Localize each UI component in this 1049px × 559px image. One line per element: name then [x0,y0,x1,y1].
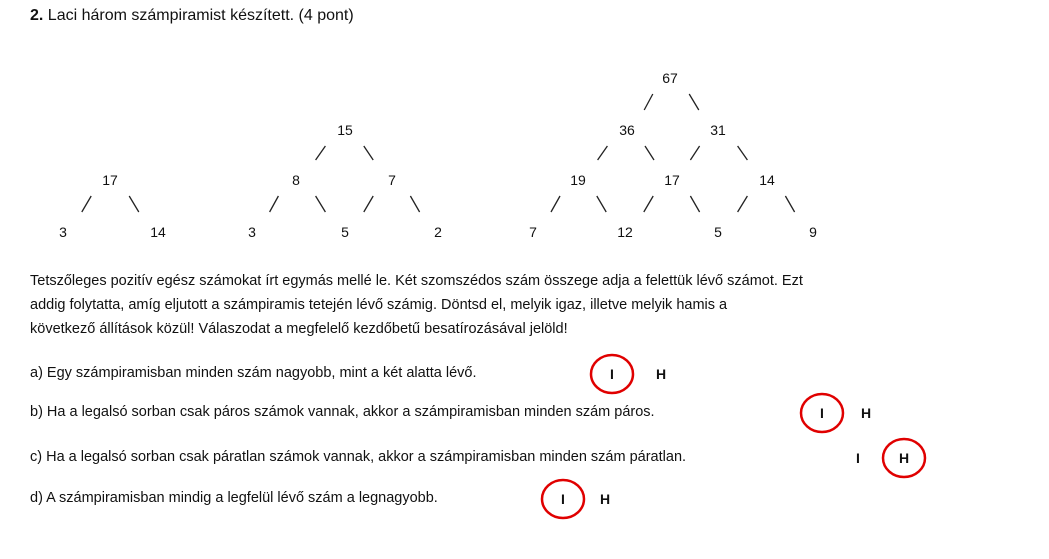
pyramid-number: 31 [710,122,726,138]
pyramid-connector-line [364,196,373,212]
option-true[interactable]: I [610,366,614,382]
option-true[interactable]: I [820,405,824,421]
pyramid-number: 36 [619,122,635,138]
instruction-line-1: Tetszőleges pozitív egész számokat írt egymás mellé le. Két szomszédos szám összege adja a felettük lévő számot. Ezt [30,273,803,289]
option-false[interactable]: H [860,405,872,421]
pyramid-connector-line [82,196,91,212]
statement-b: b) Ha a legalsó sorban csak páros számok vannak, akkor a számpiramisban minden szám páros. [30,404,655,420]
pyramid-number: 19 [570,172,586,188]
option-false[interactable]: H [898,450,910,466]
pyramid-number: 14 [759,172,775,188]
pyramid-connector-line [270,196,279,212]
pyramid-number: 3 [59,224,67,240]
pyramid-connector-line [644,94,653,110]
pyramid-number: 67 [662,70,678,86]
task-number: 2. [30,7,44,24]
pyramid-connector-line [738,196,748,212]
option-false[interactable]: H [599,491,611,507]
instruction-line-3: következő állítások közül! Válaszodat a megfelelő kezdőbetű besatírozásával jelöld! [30,321,568,337]
pyramid-connector-line [598,146,608,160]
pyramid-connector-line [551,196,560,212]
task-title: Laci három számpiramist készített. (4 pont) [47,7,354,24]
pyramid-connector-line [690,196,699,212]
pyramid-connector-line [690,146,699,160]
pyramid-connector-line [410,196,419,212]
pyramid-number: 5 [341,224,349,240]
pyramid-number: 17 [102,172,118,188]
pyramid-number: 3 [248,224,256,240]
pyramid-number: 7 [529,224,537,240]
option-true[interactable]: I [561,491,565,507]
option-true[interactable]: I [856,450,860,466]
pyramid-number: 2 [434,224,442,240]
pyramid-connector-line [738,146,748,160]
pyramid-number: 9 [809,224,817,240]
pyramid-number: 5 [714,224,722,240]
pyramid-connector-line [316,146,326,160]
pyramid-connector-line [316,196,326,212]
instruction-line-2: addig folytatta, amíg eljutott a számpiramis tetején lévő számig. Döntsd el, melyik igaz, illetve melyik hamis a [30,297,728,313]
pyramid-number: 12 [617,224,633,240]
pyramid-number: 8 [292,172,300,188]
pyramid-number: 7 [388,172,396,188]
pyramid-connector-line [129,196,139,212]
pyramid-number: 15 [337,122,353,138]
pyramid-connector-line [785,196,794,212]
statement-a: a) Egy számpiramisban minden szám nagyobb, mint a két alatta lévő. [30,365,477,381]
pyramid-connector-line [597,196,606,212]
pyramid-number: 17 [664,172,680,188]
pyramid-number: 14 [150,224,166,240]
pyramid-connector-line [364,146,373,160]
statement-c: c) Ha a legalsó sorban csak páratlan számok vannak, akkor a számpiramisban minden szám páratlan. [30,449,687,465]
statement-d: d) A számpiramisban mindig a legfelül lévő szám a legnagyobb. [30,490,438,506]
option-false[interactable]: H [655,366,667,382]
pyramid-connector-line [645,146,654,160]
pyramid-connector-line [644,196,653,212]
pyramid-connector-line [689,94,699,110]
